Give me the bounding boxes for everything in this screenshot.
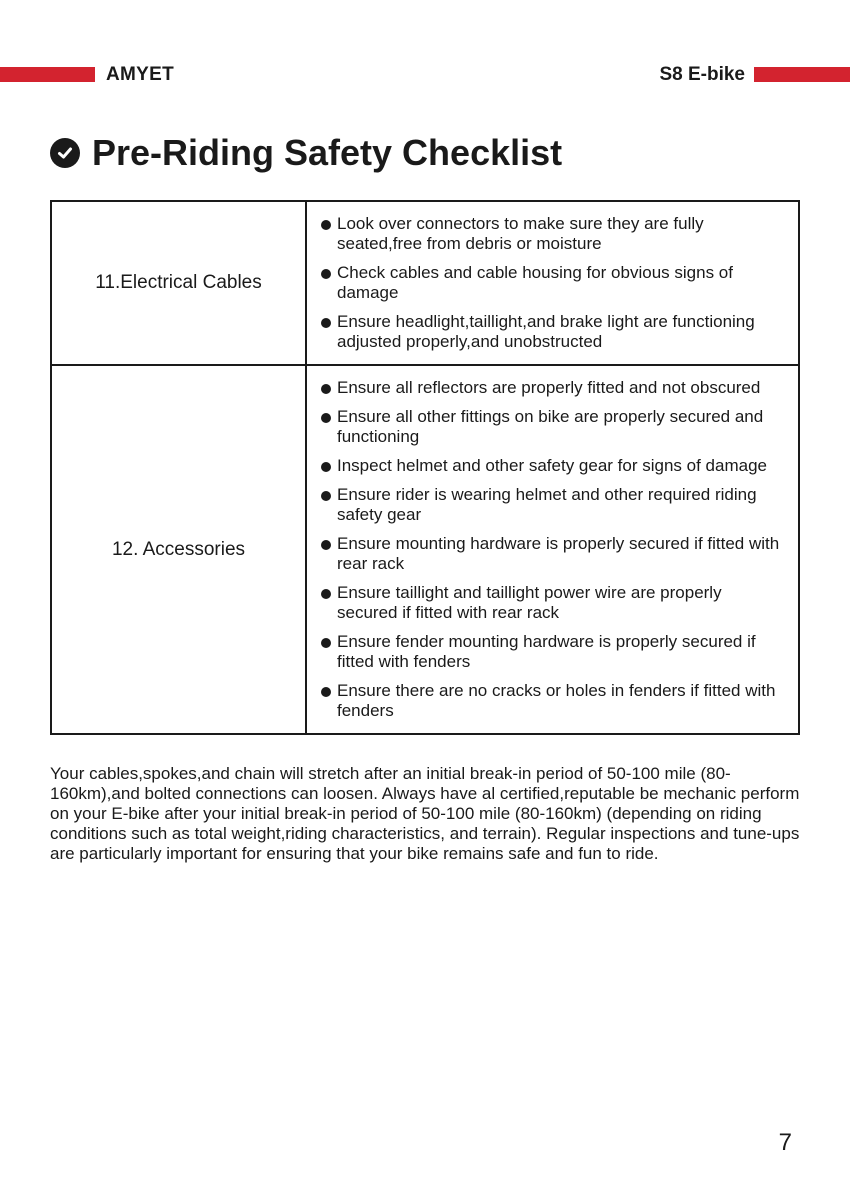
list-item: Ensure there are no cracks or holes in fenders if fitted with fenders <box>321 681 786 721</box>
page-number: 7 <box>778 1129 792 1156</box>
model-name: S8 E-bike <box>659 64 745 85</box>
category-cell: 11.Electrical Cables <box>51 201 306 365</box>
list-item: Inspect helmet and other safety gear for signs of damage <box>321 456 786 476</box>
items-cell <box>306 201 799 365</box>
list-item: Ensure taillight and taillight power wire are properly secured if fitted with rear rack <box>321 583 786 623</box>
table-row <box>51 365 799 734</box>
table-row <box>51 201 799 365</box>
page-title: Pre-Riding Safety Checklist <box>92 132 563 173</box>
list-item: Ensure mounting hardware is properly secured if fitted with rear rack <box>321 534 786 574</box>
list-item: Ensure all reflectors are properly fitted and not obscured <box>321 378 786 398</box>
bullet-list <box>321 214 786 352</box>
brand-name: AMYET <box>106 64 174 85</box>
list-item: Ensure all other fittings on bike are properly secured and functioning <box>321 407 786 447</box>
list-item: Ensure fender mounting hardware is properly secured if fitted with fenders <box>321 632 786 672</box>
title-row <box>50 132 562 174</box>
list-item: Check cables and cable housing for obvious signs of damage <box>321 263 786 303</box>
list-item: Look over connectors to make sure they are fully seated,free from debris or moisture <box>321 214 786 254</box>
category-cell: 12. Accessories <box>51 365 306 734</box>
maintenance-note: Your cables,spokes,and chain will stretch after an initial break-in period of 50-100 mile (80-160km),and bolted connections can loosen. Always have al certified,reputable be mechanic perform on your E-bike after your initial break-in period of 50-100 mile (80-160km) (depending on riding conditions such as total weight,riding characteristics, and terrain). Regular inspections and tune-ups are particularly important for ensuring that your bike remains safe and fun to ride. <box>50 764 800 863</box>
list-item: Ensure rider is wearing helmet and other required riding safety gear <box>321 485 786 525</box>
header-accent-bar-right <box>754 67 850 82</box>
items-cell <box>306 365 799 734</box>
list-item: Ensure headlight,taillight,and brake light are functioning adjusted properly,and unobstructed <box>321 312 786 352</box>
check-circle-icon <box>50 138 80 168</box>
header-accent-bar-left <box>0 67 95 82</box>
safety-checklist-table <box>50 200 800 735</box>
bullet-list <box>321 378 786 721</box>
